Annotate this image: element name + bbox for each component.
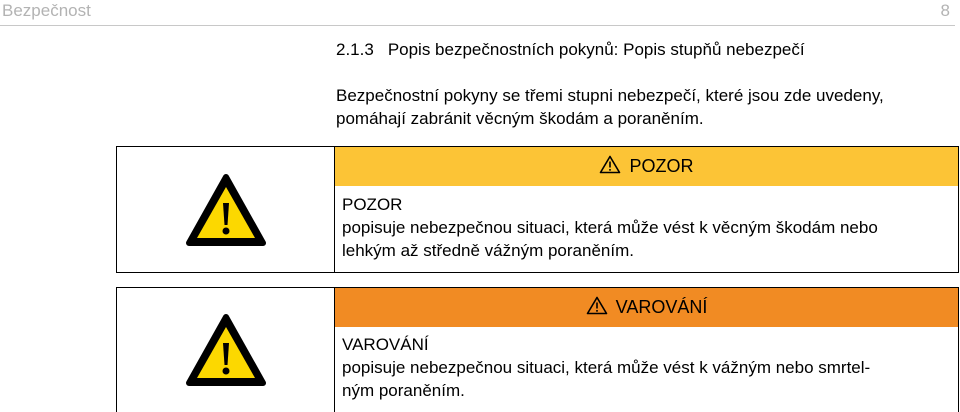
header-title: Bezpečnost (2, 1, 91, 20)
caution-icon-cell (117, 147, 335, 272)
caution-content (342, 193, 948, 262)
caution-box (116, 146, 959, 273)
page-number: 8 (940, 1, 950, 20)
warning-triangle-icon (185, 313, 267, 387)
warning-icon-cell (117, 288, 335, 412)
header-divider (0, 25, 955, 26)
section-number: 2.1.3 (336, 40, 374, 59)
section-title: Popis bezpečnostních pokynů: Popis stupňů nebezpečí (387, 40, 805, 59)
caution-banner (335, 147, 958, 186)
caution-title: POZOR (342, 195, 403, 214)
warning-title: VAROVÁNÍ (342, 335, 429, 354)
warning-text-line-1: popisuje nebezpečnou situaci, která může vést k vážným nebo smrtel- (342, 358, 871, 377)
warning-box (116, 287, 959, 412)
intro-line-2: pomáhají zabránit věcným škodám a poraněním. (336, 109, 704, 128)
caution-text-line-1: popisuje nebezpečnou situaci, která může vést k věcným škodám nebo (342, 218, 878, 237)
small-warning-icon (599, 155, 621, 179)
caution-text-line-2: lehkým až středně vážným poraněním. (342, 241, 634, 260)
section-heading (336, 40, 805, 60)
intro-line-1: Bezpečnostní pokyny se třemi stupni nebezpečí, které jsou zde uvedeny, (336, 86, 884, 105)
warning-triangle-icon (185, 173, 267, 247)
warning-banner-label: VAROVÁNÍ (615, 297, 708, 317)
intro-paragraph (336, 84, 936, 130)
warning-content (342, 333, 948, 402)
small-warning-icon (586, 296, 608, 320)
warning-text-line-2: ným poraněním. (342, 381, 465, 400)
warning-banner (335, 288, 958, 327)
caution-banner-label: POZOR (629, 156, 694, 176)
